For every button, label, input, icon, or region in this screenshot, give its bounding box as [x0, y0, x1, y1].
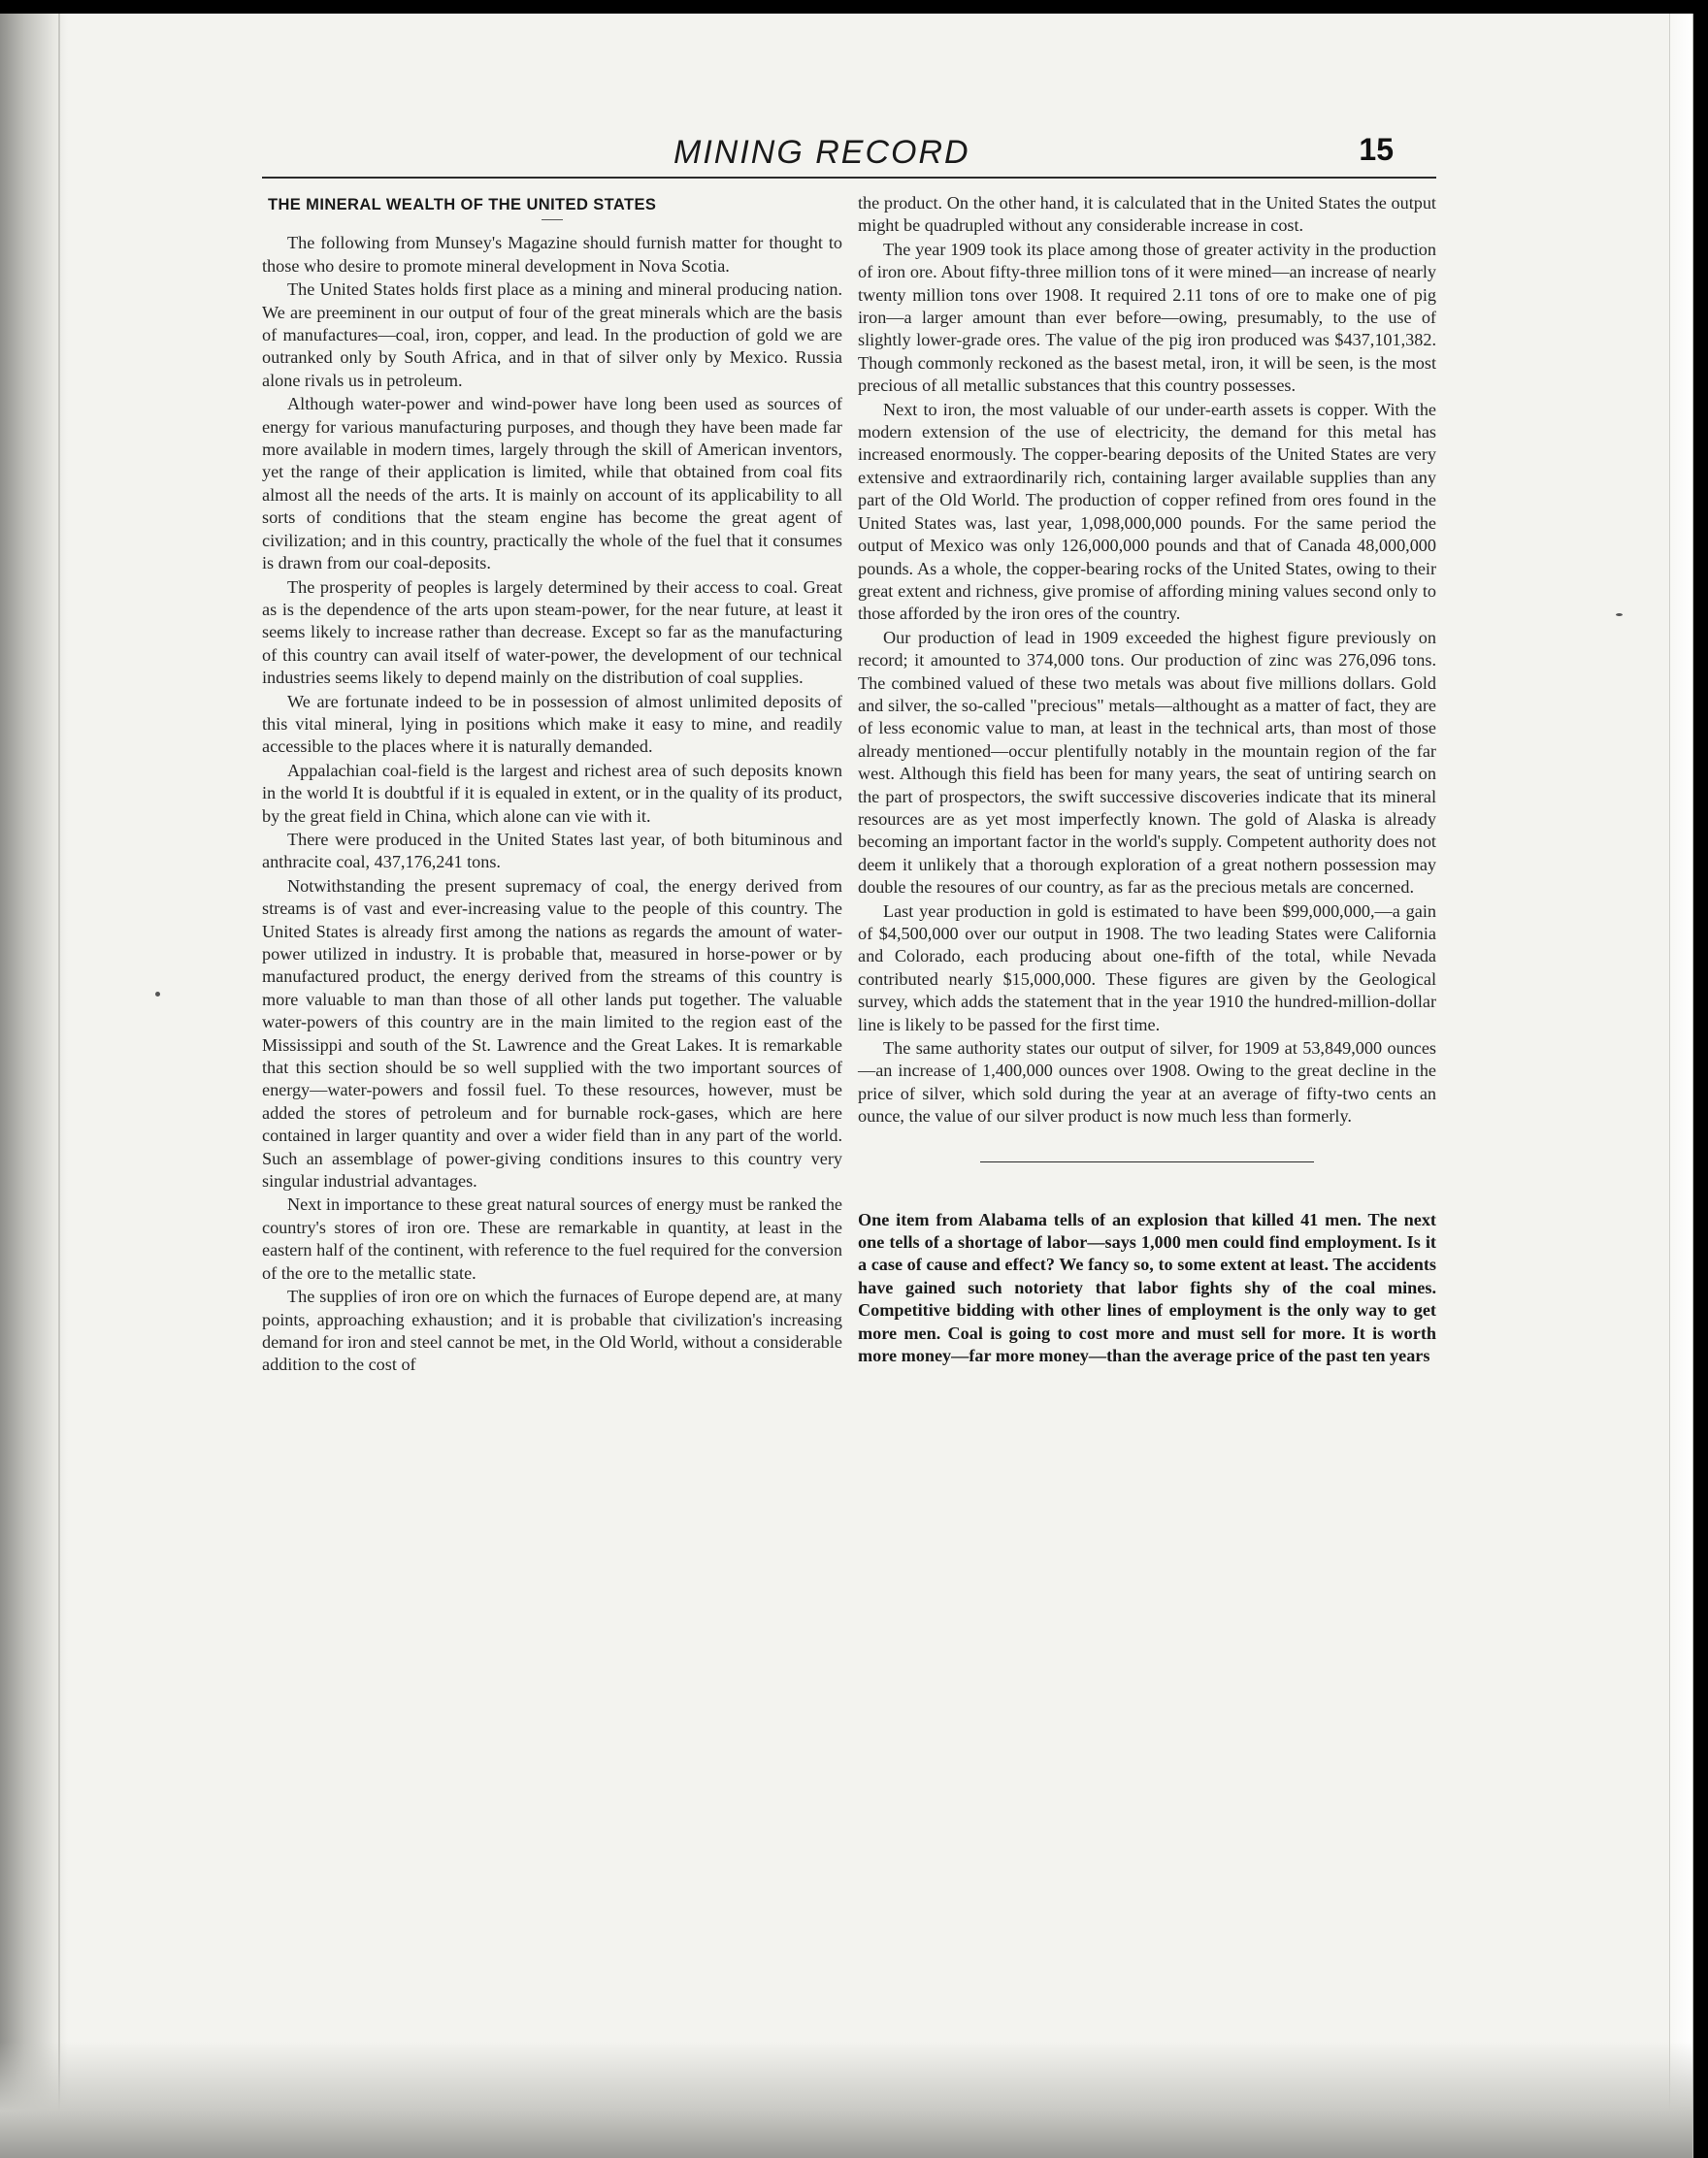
paragraph: Although water-power and wind-power have long been used as sources of energy for various manufacturing purposes, and though they have been made far more available in modern times, largely through the skill of American inventors, yet the range of their application is limited, while that obtained from coal fits almost all the needs of the arts. It is mainly on account of its applicability to all sorts of conditions that the steam engine has become the great agent of civilization; and in this country, practically the whole of the fuel that it consumes is drawn from our coal-deposits.: [262, 394, 842, 573]
paragraph: Appalachian coal-field is the largest and richest area of such deposits known in the world It is doubtful if it is equaled in extent, or in the quality of its product, by the great field in China, which alone can vie with it.: [262, 760, 842, 826]
page-edge: [1669, 14, 1692, 2158]
paragraph: The following from Munsey's Magazine should furnish matter for thought to those who desire to promote mineral development in Nova Scotia.: [262, 233, 842, 276]
section-divider: [980, 1161, 1314, 1162]
page-number: 15: [1359, 132, 1394, 167]
paragraph: the product. On the other hand, it is calculated that in the United States the output might be quadrupled without any considerable increase in cost.: [858, 193, 1436, 236]
paragraph: Last year production in gold is estimated to have been $99,000,000,—a gain of $4,500,000 over our output in 1908. The two leading States were California and Colorado, each producing about one-fifth of the total, while Nevada contributed nearly $15,000,000. These figures are given by the Geological survey, which adds the statement that in the year 1910 the hundred-million-dollar line is likely to be passed for the first time.: [858, 900, 1436, 1034]
alabama-item: One item from Alabama tells of an explosion that killed 41 men. The next one tells of a shortage of labor—says 1,000 men could find employment. Is it a case of cause and effect? We fancy so, to some extent at least. The accidents have gained such notoriety that labor fights shy of the coal mines. Competitive bidding with other lines of employment is the only way to get more men. Coal is going to cost more and must sell for more. It is worth more money—far more money—than the average price of the past ten years: [858, 1209, 1436, 1366]
publication-title: MINING RECORD: [673, 134, 970, 171]
right-column: [858, 192, 1436, 1369]
binding-crease: [58, 14, 60, 2158]
paragraph: Next in importance to these great natural sources of energy must be ranked the country's stores of iron ore. These are remarkable in quantity, at least in the eastern half of the continent, with reference to the fuel required for the conversion of the ore to the metallic state.: [262, 1194, 842, 1283]
masthead: [262, 132, 1436, 179]
newspaper-page: [0, 14, 1693, 2158]
paragraph: The United States holds first place as a mining and mineral producing nation. We are preeminent in our output of four of the great minerals which are the basis of manufactures—coal, iron, copper, and lead. In the production of gold we are outranked only by South Africa, and in that of silver only by Mexico. Russia alone rivals us in petroleum.: [262, 279, 842, 390]
paragraph: The prosperity of peoples is largely determined by their access to coal. Great as is the dependence of the arts upon steam-power, for the near future, at least it seems likely to increase rather than decrease. Except so far as the manufacturing of this country can avail itself of water-power, the development of our technical industries seems likely to depend mainly on the distribution of coal supplies.: [262, 576, 842, 688]
scan-speck: [155, 992, 160, 997]
bottom-fold-shadow: [0, 2042, 1692, 2158]
scan-speck: [1616, 613, 1623, 616]
paragraph: We are fortunate indeed to be in possession of almost unlimited deposits of this vital mineral, lying in positions which make it easy to mine, and readily accessible to the places where it is naturally demanded.: [262, 691, 842, 757]
article-heading: THE MINERAL WEALTH OF THE UNITED STATES: [268, 196, 657, 213]
paragraph: The year 1909 took its place among those of greater activity in the production of iron ore. About fifty-three million tons of it were mined—an increase of nearly twenty million tons over 1908. It required 2.11 tons of ore to make one of pig iron—a larger amount than ever before—owing, presumably, to the use of slightly lower-grade ores. The value of the pig iron produced was $437,101,382. Though commonly reckoned as the basest metal, iron, it will be seen, is the most precious of all metallic substances that this country possesses.: [858, 239, 1436, 396]
paragraph: The supplies of iron ore on which the furnaces of Europe depend are, at many points, approaching exhaustion; and it is probable that civilization's increasing demand for iron and steel cannot be met, in the Old World, without a considerable addition to the cost of: [262, 1287, 842, 1375]
paragraph: Next to iron, the most valuable of our under-earth assets is copper. With the modern extension of the use of electricity, the demand for this metal has increased enormously. The copper-bearing deposits of the United States are very extensive and extraordinarily rich, containing larger available supplies than any part of the Old World. The production of copper refined from ores found in the United States was, last year, 1,098,000,000 pounds. For the same period the output of Mexico was only 126,000,000 pounds and that of Canada 48,000,000 pounds. As a whole, the copper-bearing rocks of the United States, owing to their great extent and richness, give promise of affording mining values second only to those afforded by the iron ores of the country.: [858, 399, 1436, 624]
paragraph: There were produced in the United States last year, of both bituminous and anthracite coal, 437,176,241 tons.: [262, 829, 842, 872]
paragraph: Our production of lead in 1909 exceeded the highest figure previously on record; it amounted to 374,000 tons. Our production of zinc was 276,096 tons. The combined valued of these two metals was about five millions dollars. Gold and silver, the so-called "precious" metals—althought as a matter of fact, they are of less economic value to man, at least in the technical arts, than most of those already mentioned—occur plentifully notably in the mountain region of the far west. Although this field has been for many years, the seat of untiring search on the part of prospectors, the swift successive discoveries indicate that its mineral resources are as yet most imperfectly known. The gold of Alaska is already becoming an important factor in the world's supply. Competent authority does not deem it unlikely that a thorough exploration of a great nothern possession may double the resoures of our country, as far as the precious metals are concerned.: [858, 627, 1436, 898]
left-column: [262, 194, 842, 1378]
heading-dash: [542, 219, 563, 220]
paragraph: The same authority states our output of silver, for 1909 at 53,849,000 ounces—an increase of 1,400,000 ounces over 1908. Owing to the great decline in the price of silver, which sold during the year at an average of fifty-two cents an ounce, the value of our silver product is now much less than formerly.: [858, 1038, 1436, 1127]
scan-top-border: [0, 0, 1708, 14]
paragraph: Notwithstanding the present supremacy of coal, the energy derived from streams is of vast and ever-increasing value to the people of this country. The United States is already first among the nations as regards the amount of water-power utilized in industry. It is probable that, measured in horse-power or by manufactured product, the energy derived from the streams of this country is more valuable to man than those of all other lands put together. The valuable water-powers of this country are in the main limited to the region east of the Mississippi and south of the St. Lawrence and the Great Lakes. It is remarkable that this section should be so well supplied with the two important sources of energy—water-powers and fossil fuel. To these resources, however, must be added the stores of petroleum and for burnable rock-gases, which are here contained in larger quantity and over a wider field than in any part of the world. Such an assemblage of power-giving conditions insures to this country very singular industrial advantages.: [262, 875, 842, 1192]
